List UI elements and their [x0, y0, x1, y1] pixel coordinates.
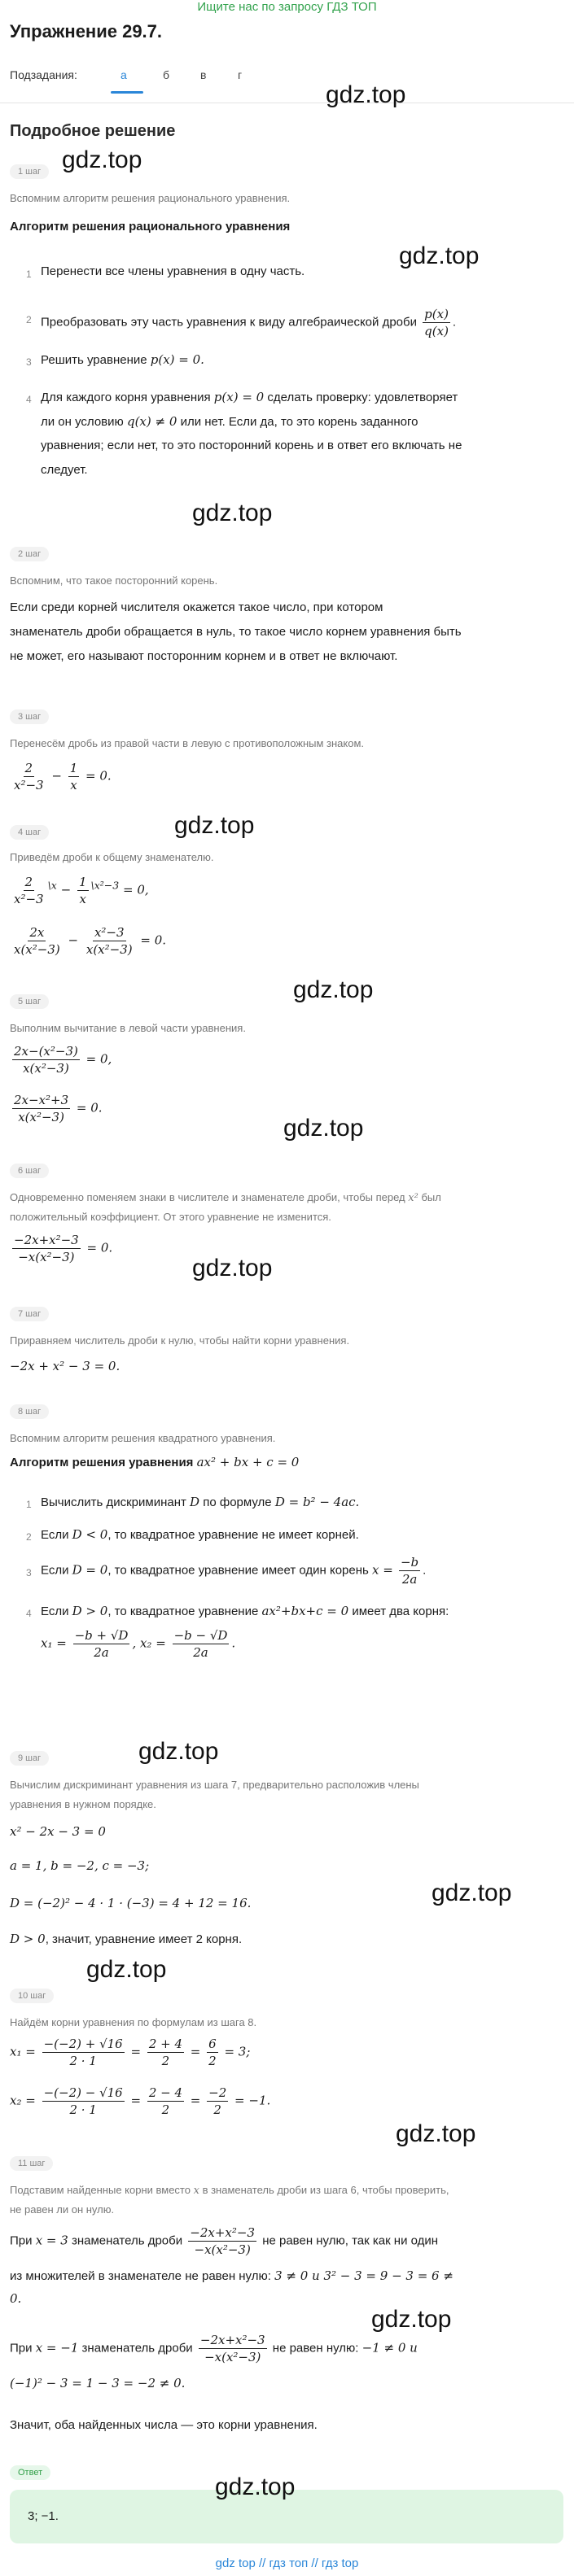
step-4-intro: Приведём дроби к общему знаменателю.: [10, 851, 214, 863]
step-2-line-1: Если среди корней числителя окажется такое число, при котором: [10, 600, 383, 614]
s1-item-3: Решить уравнение p(x) = 0.: [41, 352, 204, 367]
step-11-para-2: При x = −1 знаменатель дроби $\frac{\text{−2x+x²−3}}{\text{−x(x²−3)}}$ не равен нулю: −1 ≠ 0 и: [10, 2333, 418, 2364]
step-3-intro: Перенесём дробь из правой части в левую с противоположным знаком.: [10, 737, 365, 749]
watermark: gdz.top: [293, 976, 374, 1003]
page-title: Упражнение 29.7.: [10, 21, 163, 41]
step-badge-8: 8 шаг: [10, 1404, 49, 1419]
tab-g[interactable]: г: [238, 68, 243, 81]
s1-item-1: Перенести все члены уравнения в одну часть.: [41, 264, 305, 278]
s1-item-2: Преобразовать эту часть уравнения к виду алгебраической дроби $\frac{p(x)}{q(x)}$ .: [41, 307, 457, 338]
step-badge-1: 1 шаг: [10, 164, 49, 179]
s1-item-4-cont2: уравнения; если нет, то это посторонний корень и в ответ его включать не: [41, 439, 462, 452]
step-7-equation: −2x + x² − 3 = 0.: [10, 1359, 120, 1373]
s8-item-3: Если D = 0, то квадратное уравнение имеет один корень x = $\frac{-b}{2a}$ .: [41, 1555, 427, 1587]
top-banner[interactable]: Ищите нас по запросу ГДЗ ТОП: [197, 0, 377, 14]
step-4-equation-2: $\frac{2x}{\text{x(x²−3)}}$ − $\frac{\text{x²−3}}{\text{x(x²−3)}}$ = 0.: [14, 925, 167, 957]
watermark: gdz.top: [432, 1880, 512, 1906]
step-8-heading: Алгоритм решения уравнения ax² + bx + c = 0: [10, 1455, 300, 1469]
step-9-eq-3: D = (−2)² − 4 · 1 · (−3) = 4 + 12 = 16.: [10, 1896, 252, 1910]
s8-item-2: Если D < 0, то квадратное уравнение не имеет корней.: [41, 1527, 359, 1542]
step-9-intro-1: Вычислим дискриминант уравнения из шага 7, предварительно расположив члены: [10, 1779, 419, 1791]
step-7-intro: Приравняем числитель дроби к нулю, чтобы найти корни уравнения.: [10, 1334, 350, 1347]
answer-value: 3; −1.: [28, 2509, 59, 2523]
watermark: gdz.top: [62, 146, 142, 173]
watermark: gdz.top: [371, 2306, 452, 2333]
step-11-intro-2: не равен ли он нулю.: [10, 2203, 115, 2216]
tab-v[interactable]: в: [200, 68, 207, 81]
step-5-equation-1: $\frac{\text{2x−(x²−3)}}{\text{x(x²−3)}}$ = 0,: [14, 1044, 112, 1076]
step-11-para-1-end: 0.: [10, 2291, 22, 2306]
step-2-line-3: не может, его называют посторонним корнем и в ответ не включают.: [10, 649, 398, 663]
watermark: gdz.top: [192, 1255, 273, 1281]
s1-item-4-cont: ли он условию q(x) ≠ 0 или нет. Если да, то это корень заданного: [41, 414, 418, 429]
step-badge-10: 10 шаг: [10, 1989, 54, 2003]
step-2-line-2: знаменатель дроби обращается в нуль, то такое число корнем уравнения быть: [10, 625, 462, 639]
step-2-intro: Вспомним, что такое посторонний корень.: [10, 574, 218, 587]
step-11-para-1-cont: из множителей в знаменателе не равен нулю: 3 ≠ 0 и 3² − 3 = 9 − 3 = 6 ≠: [10, 2268, 454, 2283]
step-9-intro-2: уравнения в нужном порядке.: [10, 1798, 156, 1810]
watermark: gdz.top: [138, 1738, 219, 1765]
watermark: gdz.top: [174, 812, 255, 839]
step-8-intro: Вспомним алгоритм решения квадратного уравнения.: [10, 1432, 276, 1444]
s8-item-1: Вычислить дискриминант D по формуле D = b² − 4ac.: [41, 1495, 360, 1509]
s8-roots-formula: x₁ = $\frac{-b + √D}{2a}$ , x₂ = $\frac{-b - √D}{2a}$ .: [41, 1628, 236, 1660]
step-5-equation-2: $\frac{\text{2x−x²+3}}{\text{x(x²−3)}}$ = 0.: [14, 1093, 103, 1124]
step-badge-11: 11 шаг: [10, 2156, 53, 2171]
step-6-line-2: положительный коэффициент. От этого уравнение не изменится.: [10, 1211, 331, 1223]
step-11-para-2-cont: (−1)² − 3 = 1 − 3 = −2 ≠ 0.: [10, 2376, 186, 2390]
watermark: gdz.top: [396, 2120, 476, 2147]
watermark: gdz.top: [192, 500, 273, 526]
s8-item-4: Если D > 0, то квадратное уравнение ax²+bx+c = 0 имеет два корня:: [41, 1604, 449, 1618]
subtasks-label: Подзадания:: [10, 68, 77, 81]
step-9-conclusion: D > 0, значит, уравнение имеет 2 корня.: [10, 1932, 243, 1946]
step-6-equation: $\frac{\text{−2x+x²−3}}{\text{−x(x²−3)}}$ = 0.: [14, 1233, 113, 1264]
step-11-intro-1: Подставим найденные корни вместо x в знаменатель дроби из шага 6, чтобы проверить,: [10, 2184, 449, 2197]
answer-label: Ответ: [10, 2465, 50, 2480]
step-10-intro: Найдём корни уравнения по формулам из шага 8.: [10, 2016, 257, 2028]
step-badge-2: 2 шаг: [10, 547, 49, 561]
watermark: gdz.top: [283, 1115, 364, 1142]
step-9-eq-2: a = 1, b = −2, c = −3;: [10, 1858, 150, 1873]
step-badge-3: 3 шаг: [10, 709, 49, 724]
step-10-x2: x₂ = $\frac{-(-2) - √16}{2 \cdot 1}$ = $\frac{2 - 4}{2}$ = $\frac{-2}{2}$ = −1.: [10, 2085, 271, 2117]
watermark: gdz.top: [86, 1956, 167, 1983]
step-1-intro: Вспомним алгоритм решения рационального уравнения.: [10, 192, 291, 204]
step-9-eq-1: x² − 2x − 3 = 0: [10, 1824, 106, 1839]
watermark: gdz.top: [399, 242, 480, 269]
s1-item-4-cont3: следует.: [41, 463, 88, 477]
step-10-x1: x₁ = $\frac{-(-2) + √16}{2 \cdot 1}$ = $\frac{2 + 4}{2}$ = $\frac{6}{2}$ = 3;: [10, 2037, 251, 2068]
step-3-equation: $\frac{2}{\text{x²−3}}$ − $\frac{1}{x}$ = 0.: [14, 761, 112, 792]
solution-heading: Подробное решение: [10, 122, 176, 140]
step-badge-4: 4 шаг: [10, 825, 49, 840]
watermark: gdz.top: [215, 2473, 296, 2500]
step-11-para-1: При x = 3 знаменатель дроби $\frac{\text{−2x+x²−3}}{\text{−x(x²−3)}}$ не равен нулю, так как ни один: [10, 2225, 439, 2257]
step-badge-6: 6 шаг: [10, 1164, 49, 1178]
step-badge-5: 5 шаг: [10, 994, 49, 1009]
step-1-heading: Алгоритм решения рационального уравнения: [10, 220, 291, 234]
step-5-intro: Выполним вычитание в левой части уравнения.: [10, 1022, 246, 1034]
step-badge-9: 9 шаг: [10, 1751, 49, 1766]
footer-links[interactable]: gdz top // гдз топ // гдз top: [215, 2556, 359, 2570]
tab-a[interactable]: а: [120, 68, 127, 81]
step-badge-7: 7 шаг: [10, 1307, 49, 1321]
step-11-conclusion: Значит, оба найденных числа — это корни уравнения.: [10, 2418, 318, 2432]
active-tab-indicator: [111, 91, 143, 94]
tab-b[interactable]: б: [163, 68, 170, 81]
watermark: gdz.top: [326, 81, 406, 108]
step-6-line-1: Одновременно поменяем знаки в числителе и знаменателе дроби, чтобы перед x² был: [10, 1191, 441, 1204]
step-4-equation-1: $\frac{2}{\text{x²−3}}$ $^{\backslash x}$ − $\frac{1}{x}$ $^{\backslash x^2-3}$ = 0,: [14, 875, 149, 906]
s1-item-4: Для каждого корня уравнения p(x) = 0 сделать проверку: удовлетворяет: [41, 390, 458, 404]
